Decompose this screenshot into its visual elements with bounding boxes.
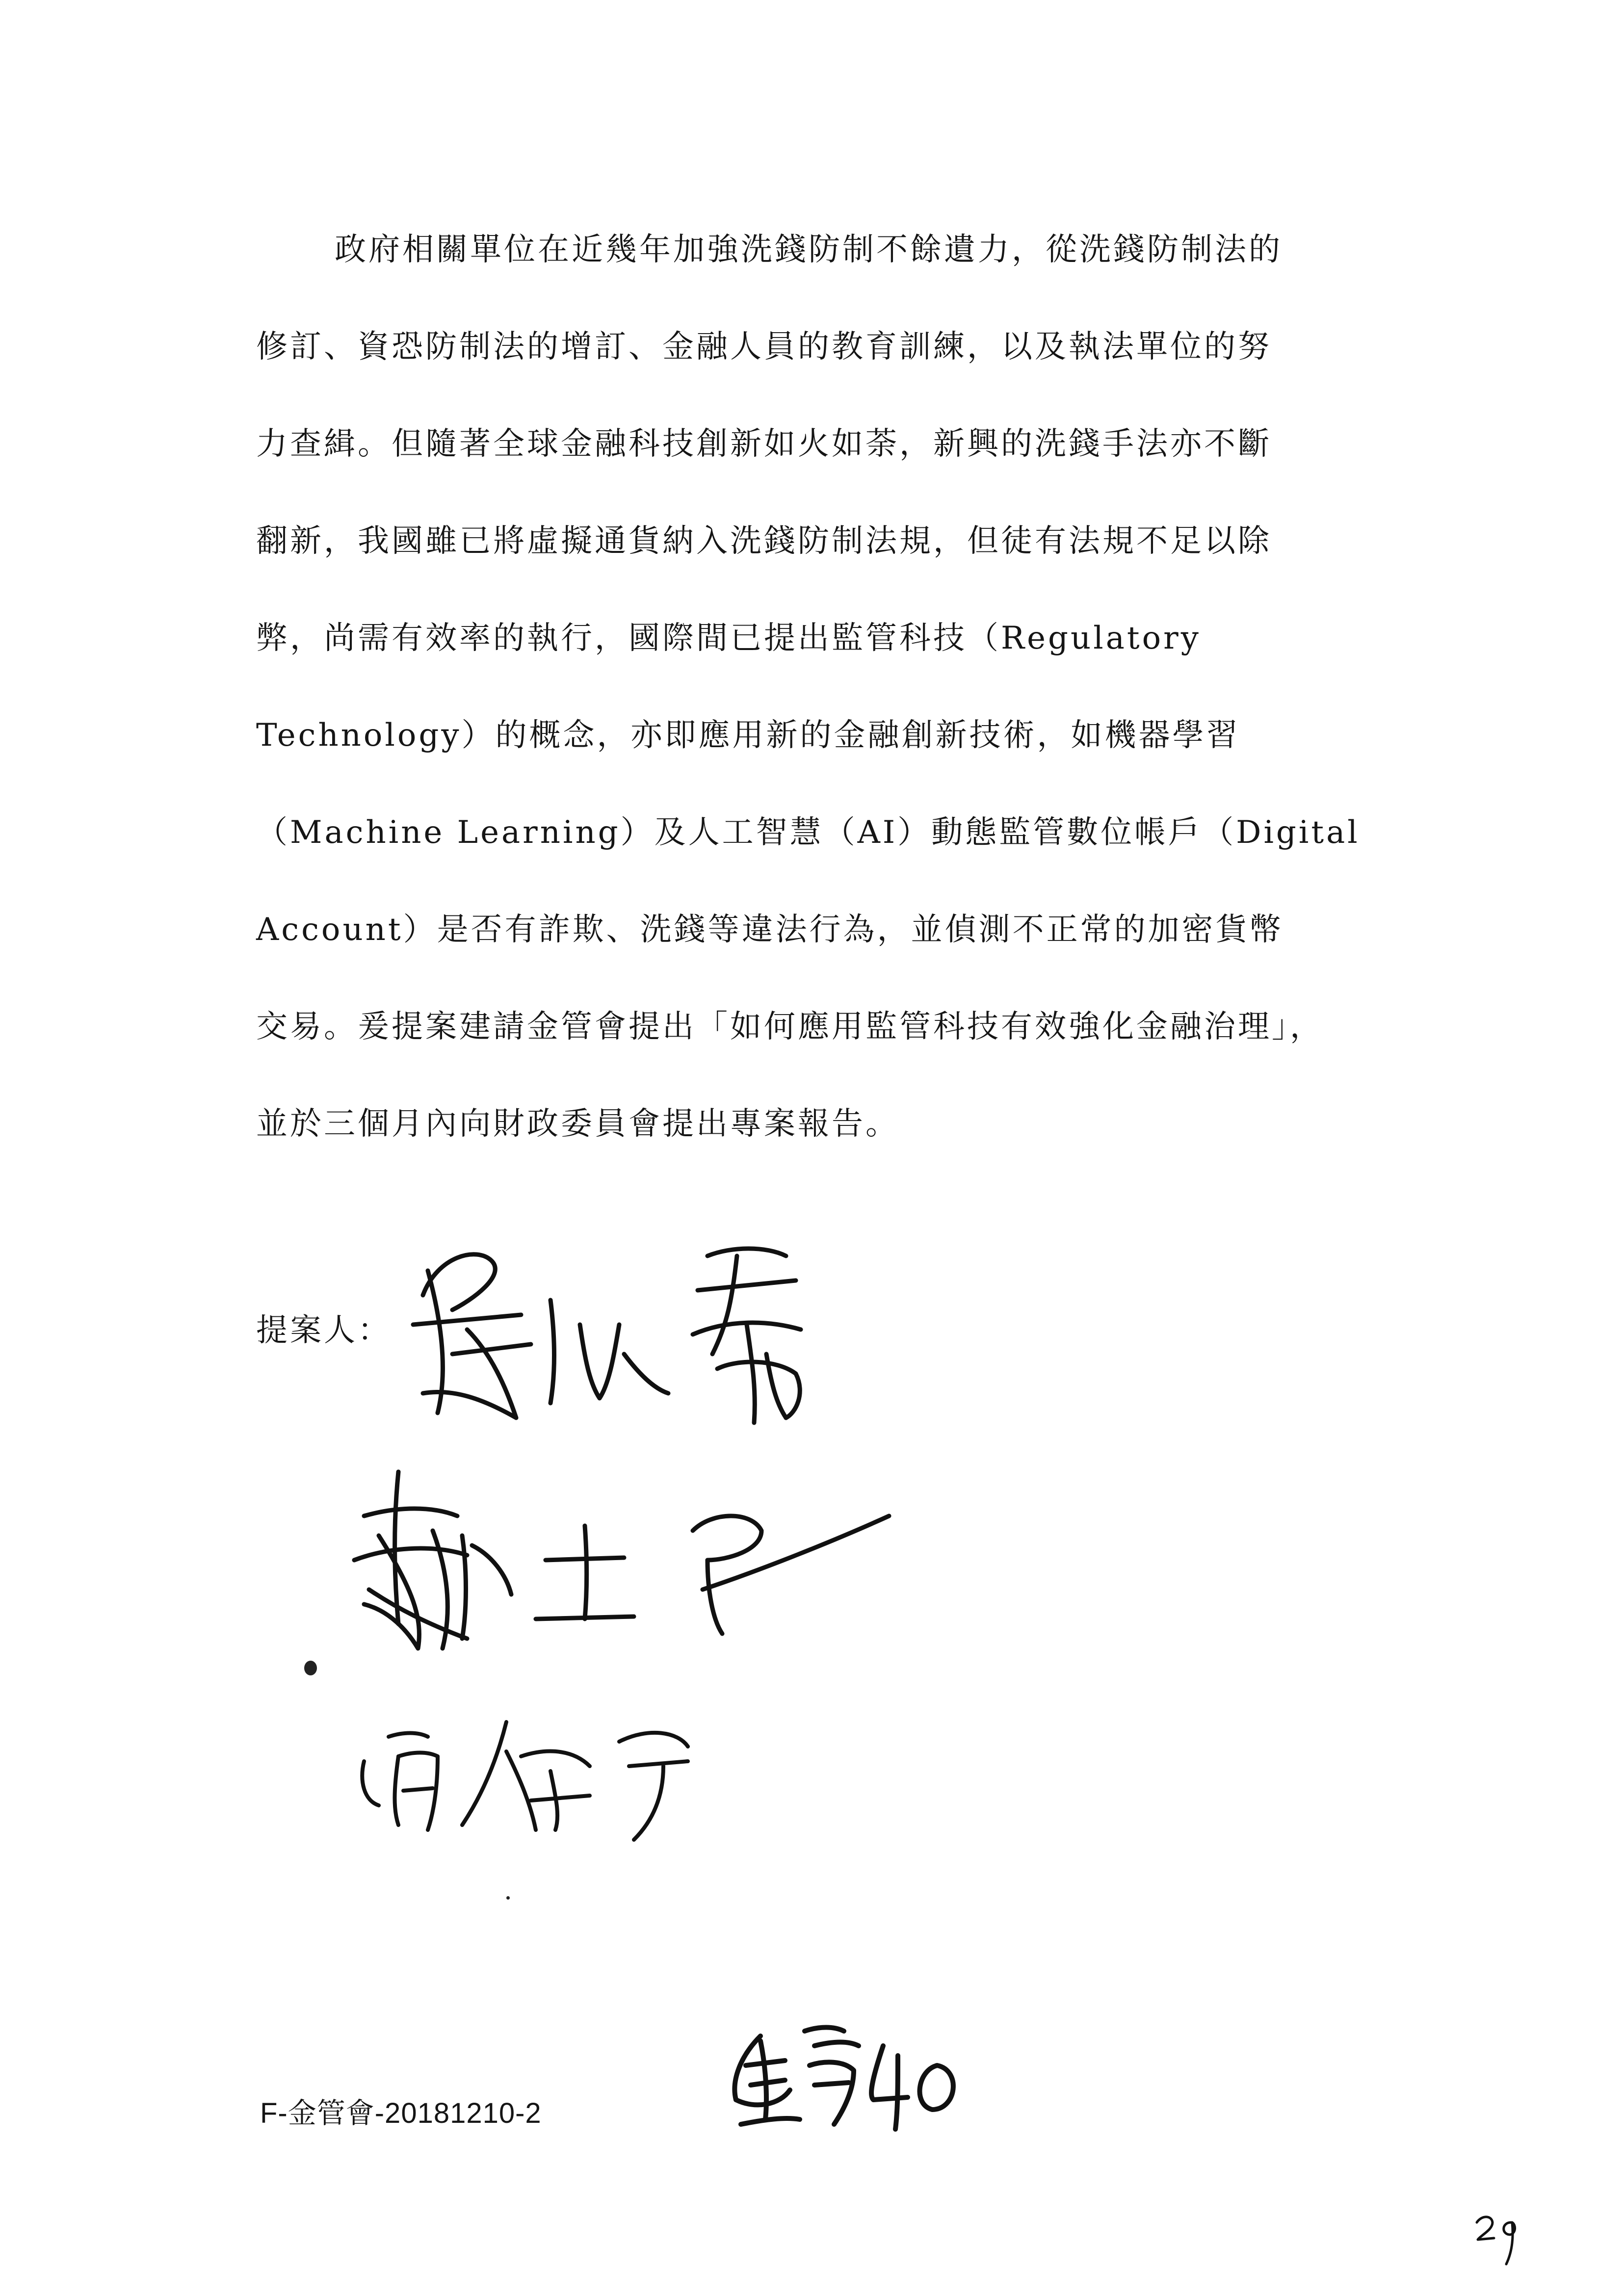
paragraph-line: 交易。爰提案建請金管會提出「如何應用監管科技有效強化金融治理」， — [256, 1009, 1324, 1045]
paragraph-line: 政府相關單位在近幾年加強洗錢防制不餘遺力，從洗錢防制法的 — [335, 232, 1283, 268]
signature-2 — [320, 1462, 1056, 1668]
ink-speck — [304, 1661, 317, 1675]
paragraph-line: 修訂、資恐防制法的增訂、金融人員的教育訓練，以及執法單位的努 — [256, 329, 1272, 365]
signature-3 — [344, 1683, 786, 1850]
paragraph-line: 翻新，我國雖已將虛擬通貨納入洗錢防制法規，但徒有法規不足以除 — [256, 523, 1272, 559]
signature-1 — [393, 1226, 909, 1433]
paragraph-line: 力查緝。但隨著全球金融科技創新如火如荼，新興的洗錢手法亦不斷 — [256, 426, 1272, 462]
paragraph-line: 並於三個月內向財政委員會提出專案報告。 — [256, 1106, 899, 1142]
handwritten-stamp — [721, 2011, 996, 2141]
handwritten-page-number — [1467, 2203, 1536, 2273]
paragraph-line: Technology）的概念，亦即應用新的金融創新技術，如機器學習 — [256, 717, 1240, 754]
proposer-label: 提案人： — [256, 1312, 392, 1349]
paragraph-line: Account）是否有詐欺、洗錢等違法行為，並偵測不正常的加密貨幣 — [256, 912, 1283, 948]
ink-speck — [506, 1896, 510, 1900]
paragraph-line: （Machine Learning）及人工智慧（AI）動態監管數位帳戶（Digital — [256, 814, 1360, 851]
proposal-paragraph — [256, 201, 1414, 1173]
document-code: F-金管會-20181210-2 — [260, 2097, 542, 2129]
signature-block — [256, 1266, 1139, 1904]
paragraph-line: 弊，尚需有效率的執行，國際間已提出監管科技（Regulatory — [256, 620, 1201, 656]
